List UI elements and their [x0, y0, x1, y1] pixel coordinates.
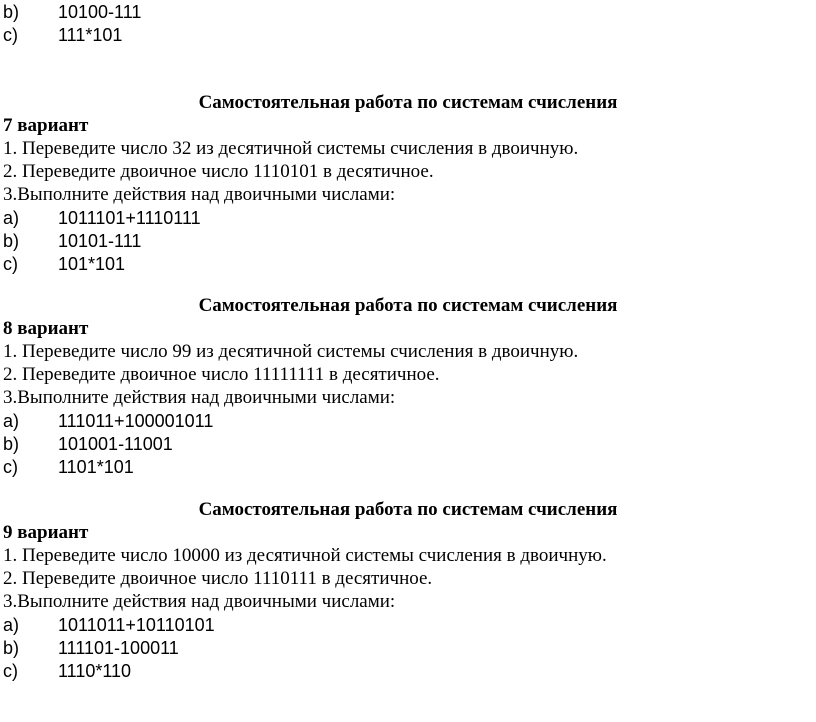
variant-heading: 8 вариант	[3, 318, 89, 339]
op-row	[3, 637, 179, 660]
op-row	[3, 253, 125, 276]
op-letter: c)	[3, 457, 18, 477]
variant-heading: 7 вариант	[3, 115, 89, 136]
op-row	[3, 433, 173, 456]
op-row	[3, 1, 141, 24]
op-letter: a)	[3, 615, 20, 635]
task-3: 3.Выполните действия над двоичными числами:	[3, 591, 396, 612]
op-row	[3, 456, 134, 479]
op-expression: 1110*110	[58, 661, 132, 681]
task-1: 1. Переведите число 32 из десятичной системы счисления в двоичную.	[3, 138, 579, 159]
op-expression: 1011011+10110101	[58, 615, 215, 635]
op-row	[3, 207, 201, 230]
task-2: 2. Переведите двоичное число 1110111 в десятичное.	[3, 568, 433, 589]
op-row	[3, 660, 131, 683]
op-letter: c)	[3, 254, 18, 274]
section-title: Самостоятельная работа по системам счисления	[198, 499, 618, 520]
op-expression: 111*101	[58, 25, 123, 45]
op-letter: a)	[3, 411, 20, 431]
op-expression: 111011+100001011	[58, 411, 214, 431]
op-letter: c)	[3, 661, 18, 681]
op-expression: 111101-100011	[58, 638, 179, 658]
op-letter: c)	[3, 25, 18, 45]
op-row	[3, 24, 122, 47]
op-expression: 101001-11001	[58, 434, 173, 454]
op-expression: 1101*101	[58, 457, 134, 477]
op-row	[3, 614, 215, 637]
op-row	[3, 230, 141, 253]
op-letter: b)	[3, 434, 20, 454]
task-1: 1. Переведите число 10000 из десятичной системы счисления в двоичную.	[3, 545, 607, 566]
section-title: Самостоятельная работа по системам счисления	[198, 92, 618, 113]
section-title: Самостоятельная работа по системам счисления	[198, 295, 618, 316]
task-1: 1. Переведите число 99 из десятичной системы счисления в двоичную.	[3, 341, 579, 362]
task-3: 3.Выполните действия над двоичными числами:	[3, 184, 396, 205]
op-letter: b)	[3, 638, 20, 658]
task-2: 2. Переведите двоичное число 1110101 в десятичное.	[3, 161, 434, 182]
op-expression: 101*101	[58, 254, 126, 274]
task-3: 3.Выполните действия над двоичными числами:	[3, 387, 396, 408]
task-2: 2. Переведите двоичное число 11111111 в десятичное.	[3, 364, 440, 385]
op-expression: 1011101+1110111	[58, 208, 201, 228]
op-expression: 10100-111	[58, 2, 142, 22]
op-letter: b)	[3, 231, 20, 251]
op-row	[3, 410, 213, 433]
op-letter: b)	[3, 2, 20, 22]
variant-heading: 9 вариант	[3, 522, 89, 543]
op-letter: a)	[3, 208, 20, 228]
op-expression: 10101-111	[58, 231, 142, 251]
